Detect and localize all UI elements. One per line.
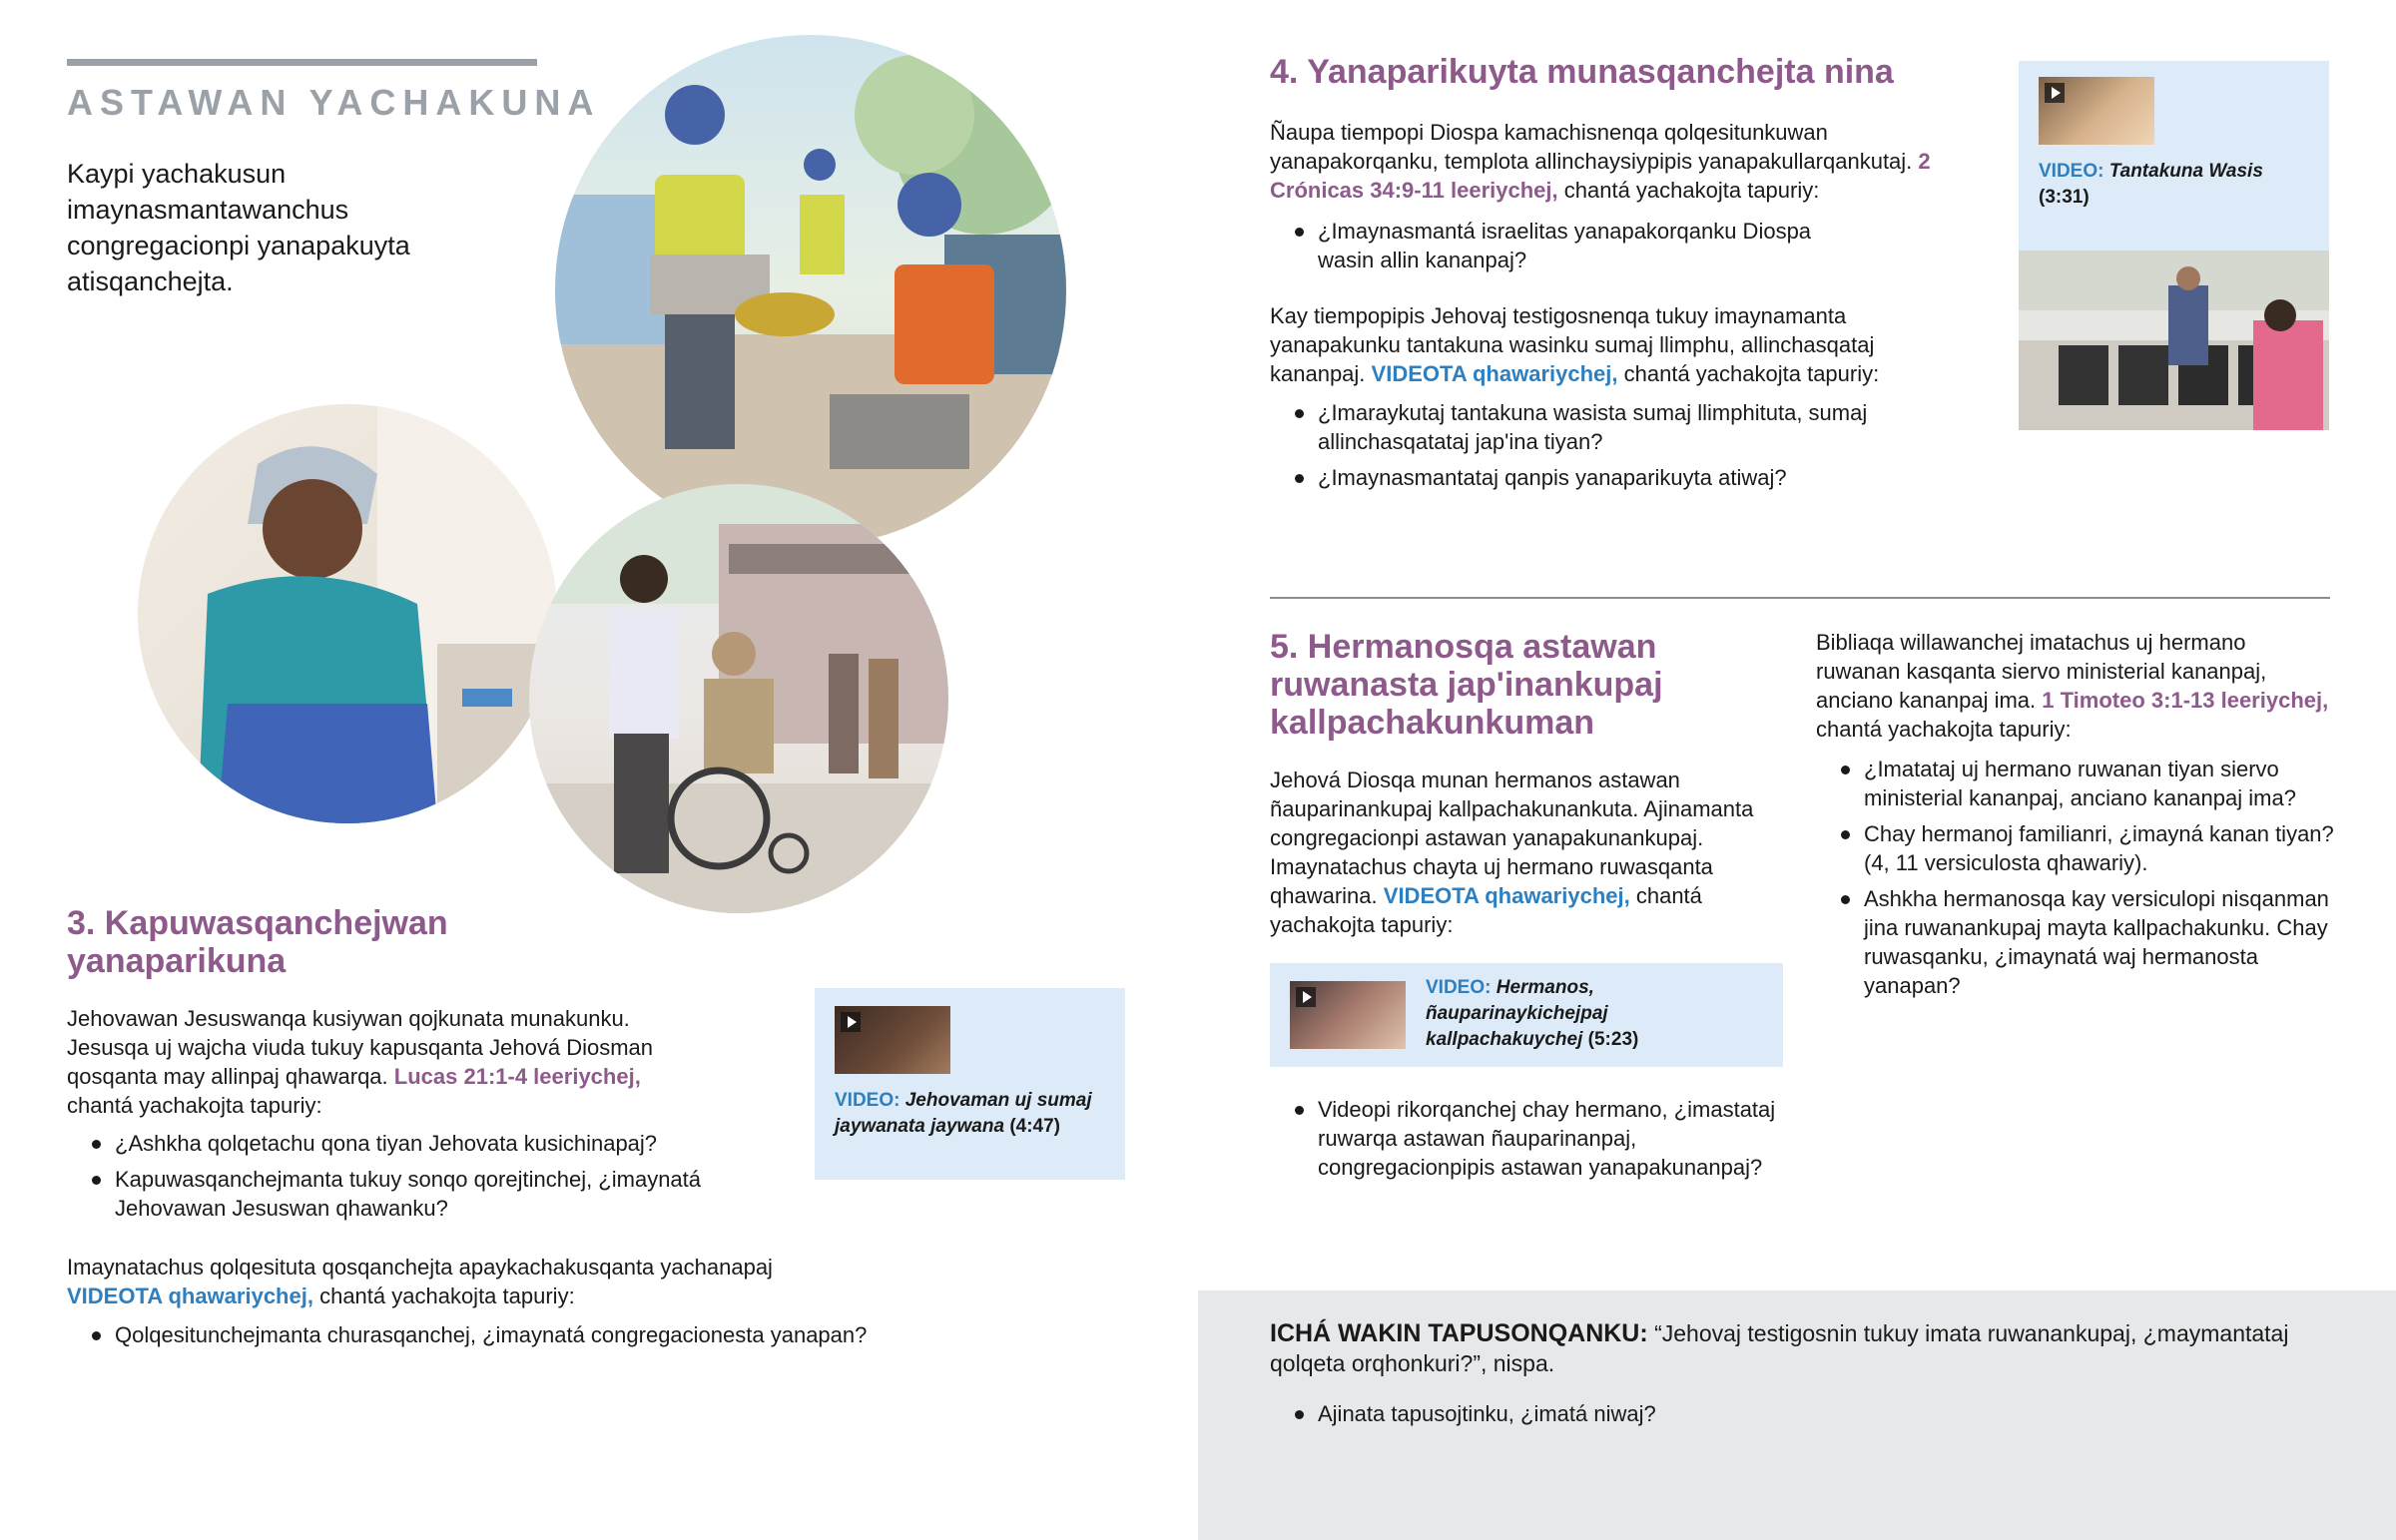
section-3-text: Jehovawan Jesuswanqa kusiywan qojkunata munakunku. Jesusqa uj wajcha viuda tukuy kapusqanta Jehová Diosman qosqanta may allinpaj qhawarqa. bbox=[67, 1006, 654, 1089]
video-link[interactable]: VIDEOTA qhawariychej, bbox=[1371, 361, 1618, 386]
section-5-right-questions bbox=[1816, 755, 2355, 1007]
intro-text: Kaypi yachakusun imaynasmantawanchus congregacionpi yanapakuyta atisqanchejta. bbox=[67, 159, 410, 296]
section-4-text: Ñaupa tiempopi Diospa kamachisnenqa qolqesitunkuwan yanapakorqanku, templota allinchaysiypipis yanapakullarqankutaj. bbox=[1270, 120, 1913, 174]
section-3-text-2: Imaynatachus qolqesituta qosqanchejta apaykachakusqanta yachanapaj bbox=[67, 1255, 773, 1280]
section-4-questions-2 bbox=[1270, 398, 1919, 499]
woman-donation-illustration bbox=[138, 404, 557, 823]
page-title: ASTAWAN YACHAKUNA bbox=[67, 82, 601, 123]
scripture-link-cronicas[interactable]: 2 Crónicas 34:9-11 leeriychej, bbox=[1270, 149, 1931, 203]
video-card-hermanos[interactable] bbox=[1270, 963, 1783, 1067]
play-icon[interactable] bbox=[2045, 83, 2065, 103]
wheelchair-assist-illustration bbox=[529, 484, 948, 913]
video-duration: (5:23) bbox=[1587, 1029, 1639, 1050]
play-icon[interactable] bbox=[841, 1012, 861, 1032]
video-title: Jehovaman uj sumaj jaywanata jaywana bbox=[835, 1090, 1092, 1137]
video-link[interactable]: VIDEOTA qhawariychej, bbox=[1383, 883, 1630, 908]
question-item: Ashkha hermanosqa kay versiculopi nisqanman jina ruwanankupaj mayta kallpachakunku. Chay ruwasqanku, ¿imaynatá waj hermanosta yanapan? bbox=[1816, 884, 2355, 1000]
question-item: ¿Imaraykutaj tantakuna wasista sumaj llimphituta, sumaj allinchasqatataj jap'ina tiyan? bbox=[1270, 398, 1919, 456]
final-question-text: “Jehovaj testigosnin tukuy imata ruwanankupaj, ¿maymantataj qolqeta orqhonkuri?”, nispa. bbox=[1270, 1320, 2289, 1376]
kingdom-hall-cleaning-photo bbox=[2019, 251, 2329, 430]
video-caption bbox=[2039, 159, 2318, 211]
section-5-questions bbox=[1270, 1095, 1809, 1189]
section-4-questions bbox=[1270, 217, 1869, 281]
section-4-instruction: chantá yachakojta tapuriy: bbox=[1563, 178, 1820, 203]
section-4-paragraph-2 bbox=[1270, 301, 1949, 388]
section-divider bbox=[1270, 597, 2330, 599]
scripture-link-lucas[interactable]: Lucas 21:1-4 leeriychej, bbox=[393, 1064, 641, 1089]
question-item: Chay hermanoj familianri, ¿imayná kanan tiyan? (4, 11 versiculosta qhawariy). bbox=[1816, 819, 2355, 877]
section-5-instruction: chantá yachakojta tapuriy: bbox=[1270, 883, 1702, 937]
section-3-paragraph bbox=[67, 1004, 686, 1120]
question-item: ¿Imatataj uj hermano ruwanan tiyan siervo ministerial kananpaj, anciano kananpaj ima? bbox=[1816, 755, 2355, 812]
section-3-instruction: chantá yachakojta tapuriy: bbox=[67, 1093, 322, 1118]
question-item: Videopi rikorqanchej chay hermano, ¿imastataj ruwarqa astawan ñauparinanpaj, congregacionpipis astawan yanapakunanpaj? bbox=[1270, 1095, 1809, 1182]
header-rule bbox=[67, 59, 537, 66]
video-label: VIDEO: bbox=[1426, 977, 1492, 998]
section-4-title: 4. Yanaparikuyta munasqanchejta nina bbox=[1270, 53, 1894, 91]
video-card-jehovaman[interactable] bbox=[815, 988, 1125, 1180]
section-5-right-paragraph bbox=[1816, 628, 2335, 744]
video-duration: (3:31) bbox=[2039, 187, 2090, 208]
section-3-title: 3. Kapuwasqanchejwan yanaparikuna bbox=[67, 904, 448, 980]
section-4-instruction-2: chantá yachakojta tapuriy: bbox=[1623, 361, 1880, 386]
section-3-instruction-2: chantá yachakojta tapuriy: bbox=[319, 1283, 575, 1308]
question-item: ¿Ashkha qolqetachu qona tiyan Jehovata kusichinapaj? bbox=[67, 1129, 766, 1158]
final-questions bbox=[1270, 1399, 1969, 1435]
section-5-title: 5. Hermanosqa astawan ruwanasta jap'inankupaj kallpachakunkuman bbox=[1270, 628, 1663, 742]
video-caption bbox=[1426, 975, 1765, 1053]
section-4-text-2: Kay tiempopipis Jehovaj testigosnenqa tukuy imaynamanta yanapakunku tantakuna wasinku sumaj llimphu, allinchasqataj kananpaj. bbox=[1270, 303, 1875, 386]
video-label: VIDEO: bbox=[835, 1090, 900, 1111]
section-3-questions bbox=[67, 1129, 766, 1230]
section-5-paragraph bbox=[1270, 766, 1789, 939]
question-item: Kapuwasqanchejmanta tukuy sonqo qorejtinchej, ¿imaynatá Jehovawan Jesuswan qhawanku? bbox=[67, 1165, 766, 1223]
video-thumbnail[interactable] bbox=[835, 1006, 950, 1074]
video-title: Tantakuna Wasis bbox=[2108, 161, 2263, 182]
section-3-questions-2 bbox=[67, 1320, 965, 1356]
video-thumbnail[interactable] bbox=[1290, 981, 1406, 1049]
play-icon[interactable] bbox=[1296, 987, 1316, 1007]
construction-volunteers-illustration bbox=[555, 35, 1066, 546]
final-question bbox=[1270, 1318, 2318, 1378]
final-question-label: ICHÁ WAKIN TAPUSONQANKU: bbox=[1270, 1319, 1648, 1347]
video-duration: (4:47) bbox=[1009, 1116, 1061, 1137]
video-caption bbox=[835, 1088, 1114, 1140]
video-link[interactable]: VIDEOTA qhawariychej, bbox=[67, 1283, 313, 1308]
question-item: Ajinata tapusojtinku, ¿imatá niwaj? bbox=[1270, 1399, 1969, 1428]
section-4-paragraph bbox=[1270, 118, 1969, 205]
video-label: VIDEO: bbox=[2039, 161, 2104, 182]
section-5-right-text: Bibliaqa willawanchej imatachus uj hermano ruwanan kasqanta siervo ministerial kananpaj, anciano kananpaj ima. bbox=[1816, 630, 2267, 713]
question-item: Qolqesitunchejmanta churasqanchej, ¿imaynatá congregacionesta yanapan? bbox=[67, 1320, 965, 1349]
question-item: ¿Imaynasmantá israelitas yanapakorqanku Diospa wasin allin kananpaj? bbox=[1270, 217, 1869, 274]
video-card-tantakuna[interactable] bbox=[2019, 61, 2329, 430]
video-thumbnail[interactable] bbox=[2039, 77, 2154, 145]
scripture-link-timoteo[interactable]: 1 Timoteo 3:1-13 leeriychej, bbox=[2042, 688, 2329, 713]
question-item: ¿Imaynasmantataj qanpis yanaparikuyta atiwaj? bbox=[1270, 463, 1919, 492]
section-5-text: Jehová Diosqa munan hermanos astawan ñauparinankupaj kallpachakunankuta. Ajinamanta congregacionpi astawan yanapakunankupaj. Imaynatachus chayta uj hermano ruwasqanta qhawarina. bbox=[1270, 768, 1754, 908]
section-5-right-instruction: chantá yachakojta tapuriy: bbox=[1816, 717, 2072, 742]
video-title: Hermanos, ñauparinaykichejpaj kallpachakuychej bbox=[1426, 977, 1608, 1050]
section-3-paragraph-2 bbox=[67, 1253, 786, 1310]
